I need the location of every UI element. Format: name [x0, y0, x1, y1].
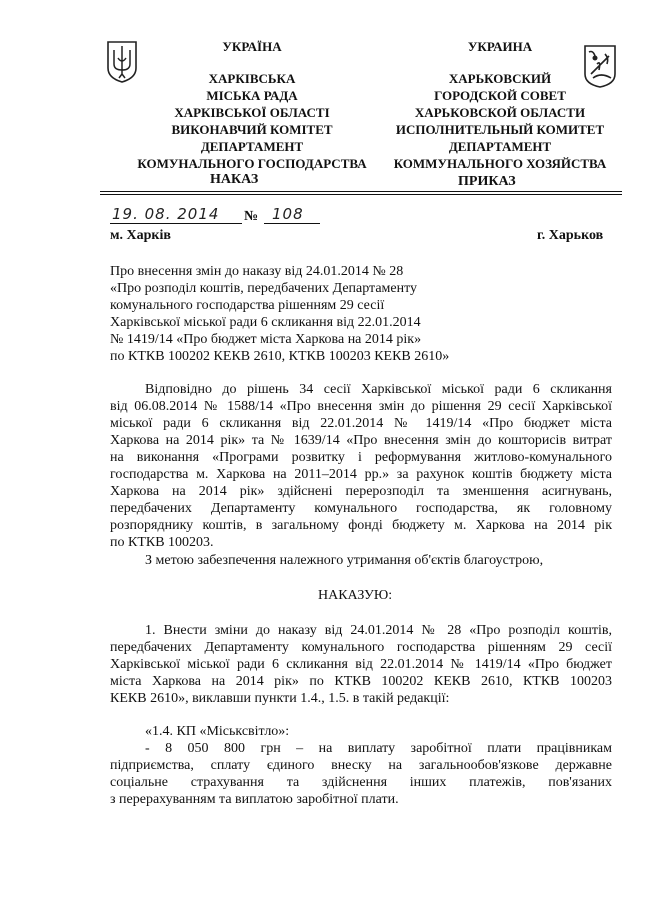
header-right-line: ИСПОЛНИТЕЛЬНЫЙ КОМИТЕТ — [395, 122, 605, 137]
header-right-line: ДЕПАРТАМЕНТ — [448, 139, 552, 154]
body-line: по КТКВ 100203. — [110, 535, 214, 550]
sub-heading: «1.4. КП «Міськсвітло»: — [145, 724, 290, 739]
subject-line: Про внесення змін до наказу від 24.01.2014 № 28 — [110, 264, 404, 279]
number-underline — [264, 223, 320, 224]
header-right-line: ГОРОДСКОЙ СОВЕТ — [434, 88, 566, 103]
subject-line: «Про розподіл коштів, передбачених Департаменту — [110, 281, 418, 296]
header-right-line: ХАРЬКОВСКОЙ ОБЛАСТИ — [414, 105, 586, 120]
body-line: Відповідно до рішень 34 сесії Харківської міської ради 6 скликання — [145, 382, 612, 397]
subject-line: по КТКВ 100202 КЕКВ 2610, КТКВ 100203 КЕКВ 2610» — [110, 349, 450, 364]
sub-item-line: підприємства, сплату єдиного внеску на загальнообов'язкове державне — [110, 758, 612, 773]
body-line: від 06.08.2014 № 1588/14 «Про внесення змін до рішення 29 сесії Харківської — [110, 399, 612, 414]
order-date: 19. 08. 2014 — [112, 205, 220, 223]
body-line: Харкова на 2014 рік» та № 1639/14 «Про внесення змін до кошторисів витрат — [110, 433, 612, 448]
order-title-uk: НАКАЗ — [210, 172, 259, 187]
header-right — [380, 38, 620, 172]
subject-line: № 1419/14 «Про бюджет міста Харкова на 2014 рік» — [110, 332, 422, 347]
order-number: 108 — [272, 205, 304, 223]
body-line: Харкова на 2014 рік» здійснені перерозподіл та зменшення асигнувань, — [110, 484, 612, 499]
city-uk: м. Харків — [110, 228, 171, 243]
sub-item-line: соціальне страхування та здійснення інших платежів, пов'язаних — [110, 775, 612, 790]
item-line: Харківської міської ради 6 скликання від 22.01.2014 № 1419/14 «Про бюджет — [110, 657, 612, 672]
header-left — [102, 38, 402, 172]
item-line: КЕКВ 2610», виклавши пункти 1.4., 1.5. в такій редакції: — [110, 691, 450, 706]
body-line: на виконання «Програми розвитку і реформування житлово-комунального — [110, 450, 612, 465]
purpose-line: З метою забезпечення належного утримання об'єктів благоустрою, — [145, 553, 544, 568]
header-left-line: ХАРКІВСЬКА — [208, 71, 296, 86]
item-line: 1. Внести зміни до наказу від 24.01.2014 № 28 «Про розподіл коштів, — [145, 623, 612, 638]
header-rule — [100, 191, 622, 192]
header-left-line: МІСЬКА РАДА — [206, 88, 298, 103]
header-right-line: УКРАИНА — [467, 39, 533, 54]
header-left-line: ДЕПАРТАМЕНТ — [200, 139, 304, 154]
body-line: передбачених Департаменту комунального господарства, як головному — [110, 501, 612, 516]
item-line: передбачених Департаменту комунального господарства рішенням 29 сесії — [110, 640, 612, 655]
body-line: розпоряднику коштів, в загальному фонді бюджету м. Харкова на 2014 рік — [110, 518, 612, 533]
header-right-line: КОММУНАЛЬНОГО ХОЗЯЙСТВА — [393, 156, 607, 171]
subject-line: комунального господарства рішенням 29 сесії — [110, 298, 385, 313]
subject-line: Харківської міської ради 6 скликання від 22.01.2014 — [110, 315, 421, 330]
header-rule — [100, 194, 622, 195]
city-ru: г. Харьков — [537, 228, 604, 243]
order-title-ru: ПРИКАЗ — [458, 174, 516, 189]
body-line: міської ради 6 скликання від 22.01.2014 № 1419/14 «Про бюджет міста — [110, 416, 612, 431]
sub-item-line: - 8 050 800 грн – на виплату заробітної плати працівникам — [145, 741, 612, 756]
item-line: міста Харкова на 2014 рік» по КТКВ 100202 КЕКВ 2610, КТКВ 100203 — [110, 674, 612, 689]
date-underline — [110, 223, 242, 224]
number-label: № — [244, 209, 259, 224]
header-left-line: ХАРКІВСЬКОЇ ОБЛАСТІ — [174, 105, 330, 120]
order-word: НАКАЗУЮ: — [318, 588, 393, 603]
header-left-line: ВИКОНАВЧИЙ КОМІТЕТ — [171, 122, 333, 137]
header-left-line: КОМУНАЛЬНОГО ГОСПОДАРСТВА — [137, 156, 367, 171]
body-line: господарства м. Харкова на 2011–2014 рр.» за рахунок коштів бюджету міста — [110, 467, 612, 482]
header-left-line: УКРАЇНА — [222, 39, 282, 54]
sub-item-line: з перерахуванням та виплатою заробітної плати. — [110, 792, 399, 807]
header-right-line: ХАРЬКОВСКИЙ — [448, 71, 552, 86]
